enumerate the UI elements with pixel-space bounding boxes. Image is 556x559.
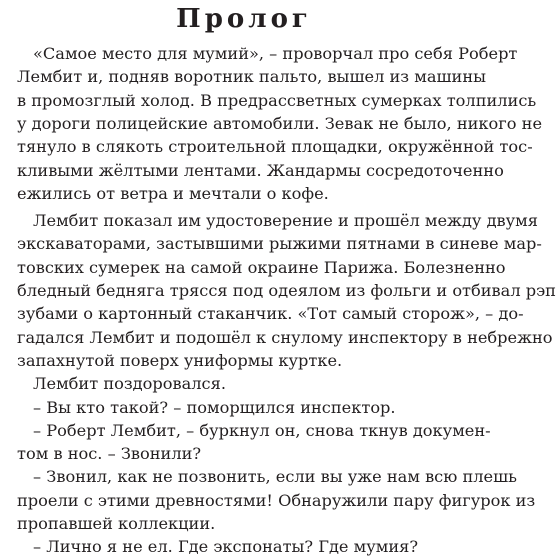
- text-line: Лембит и, подняв воротник пальто, вышел из машины: [17, 67, 487, 87]
- text-line: – Роберт Лембит, – буркнул он, снова ткнув докумен-: [33, 420, 491, 440]
- text-line: кливыми жёлтыми лентами. Жандармы сосредоточенно: [17, 160, 504, 180]
- text-line: у дороги полицейские автомобили. Зевак не было, никого не: [17, 113, 543, 133]
- text-line: Лембит показал им удостоверение и прошёл между двумя: [33, 211, 538, 231]
- text-line: – Вы кто такой? – поморщился инспектор.: [33, 397, 396, 417]
- text-line: проели с этими древностями! Обнаружили пару фигурок из: [17, 490, 536, 510]
- text-line: товских сумерек на самой окраине Парижа. Болезненно: [17, 257, 506, 277]
- text-line: – Звонил, как не позвонить, если вы уже нам всю плешь: [33, 467, 517, 487]
- text-line: тянуло в слякоть строительной площадки, окружённой тос-: [17, 137, 533, 157]
- text-line: «Самое место для мумий», – проворчал про себя Роберт: [33, 44, 518, 63]
- text-line: зубами о картонный стаканчик. «Тот самый сторож», – до-: [17, 304, 524, 324]
- text-line: гадался Лембит и подошёл к снулому инспектору в небрежно: [17, 327, 553, 347]
- text-line: бледный бедняга трясся под одеялом из фольги и отбивал рэп: [17, 281, 556, 300]
- chapter-title: Пролог: [176, 4, 312, 34]
- text-line: запахнутой поверх униформы куртке.: [17, 350, 343, 370]
- text-line: ежились от ветра и мечтали о кофе.: [17, 183, 329, 203]
- text-line: в промозглый холод. В предрассветных сумерках толпились: [17, 90, 537, 110]
- text-line: Лембит поздоровался.: [33, 374, 226, 394]
- text-line: – Лично я не ел. Где экспонаты? Где мумия?: [33, 537, 419, 557]
- text-line: экскаваторами, застывшими рыжими пятнами в синеве мар-: [17, 234, 542, 254]
- text-line: том в нос. – Звонили?: [17, 444, 202, 464]
- text-line: пропавшей коллекции.: [17, 514, 216, 533]
